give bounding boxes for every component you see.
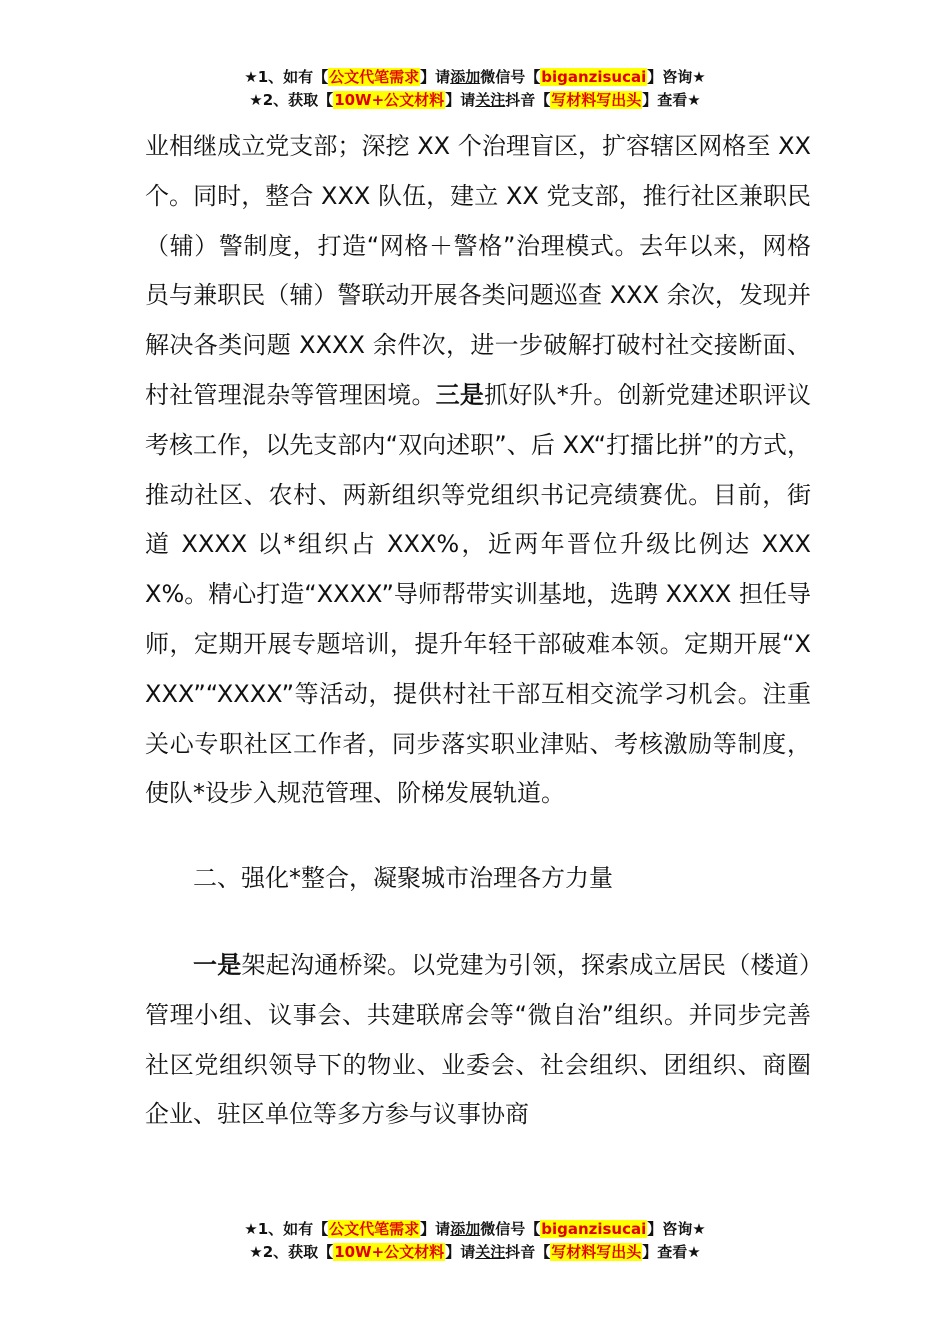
banner-line-1	[0, 66, 950, 89]
paragraph-text: 架起沟通桥梁。以党建为引领，探索成立居民（楼道）管理小组、议事会、共建联席会等“微自治”组织。并同步完善社区党组织领导下的物业、业委会、社会组织、团组织、商圈企业、驻区单位等多方参与议事协商	[145, 950, 812, 1129]
banner-text: ★1、如有【	[244, 68, 329, 86]
highlight-materials: 10W+公文材料	[334, 91, 445, 109]
highlight-service: 公文代笔需求	[329, 1220, 420, 1238]
paragraph-bold-lead: 一是	[193, 950, 242, 979]
banner-text: ★2、获取【	[249, 1243, 334, 1261]
paragraph-team-building	[145, 122, 811, 819]
banner-underlined-text: 添加	[450, 1220, 481, 1238]
banner-line-1	[0, 1218, 950, 1241]
banner-line-2	[0, 89, 950, 112]
highlight-wechat-id: biganzisucai	[541, 68, 647, 86]
banner-text: 微信号【	[480, 68, 541, 86]
highlight-materials: 10W+公文材料	[334, 1243, 445, 1261]
banner-text: 】查看★	[642, 91, 701, 109]
banner-text: 】查看★	[642, 1243, 701, 1261]
footer-banner	[0, 1218, 950, 1264]
section-heading: 二、强化*整合，凝聚城市治理各方力量	[193, 864, 613, 893]
banner-text: 】咨询★	[647, 68, 706, 86]
banner-text: 】请	[445, 91, 476, 109]
paragraph-text: 抓好队*升。创新党建述职评议考核工作，以先支部内“双向述职”、后 XX“打擂比拼”的方式，推动社区、农村、两新组织等党组织书记亮绩赛优。目前，街道 XXXX 以*组织占 XXX%，近两年晋位升级比例达 XXXX%。精心打造“XXXX”导师帮带实训基地，选聘 XXXX 担任导师，定期开展专题培训，提升年轻干部破难本领。定期开展“XXXX”“XXXX”等活动，提供村社干部互相交流学习机会。注重关心专职社区工作者，同步落实职业津贴、考核激励等制度，使队*设步入规范管理、阶梯发展轨道。	[145, 380, 812, 808]
banner-text: 】咨询★	[647, 1220, 706, 1238]
banner-line-2	[0, 1241, 950, 1264]
banner-underlined-text: 添加	[450, 68, 481, 86]
paragraph-text: 业相继成立党支部；深挖 XX 个治理盲区，扩容辖区网格至 XX 个。同时，整合 XXX 队伍，建立 XX 党支部，推行社区兼职民（辅）警制度，打造“网格＋警格”治理模式。去年以来，网格员与兼职民（辅）警联动开展各类问题巡查 XXX 余次，发现并解决各类问题 XXXX 余件次，进一步破解打破村社交接断面、村社管理混杂等管理困境。	[145, 132, 811, 409]
highlight-douyin-account: 写材料写出头	[551, 1243, 642, 1261]
banner-text: 】请	[420, 1220, 451, 1238]
banner-underlined-text: 关注	[475, 91, 506, 109]
banner-text: 抖音【	[505, 1243, 551, 1261]
header-banner	[0, 66, 950, 112]
paragraph-communication-bridge	[145, 941, 811, 1140]
banner-text: 微信号【	[480, 1220, 541, 1238]
banner-underlined-text: 关注	[475, 1243, 506, 1261]
banner-text: 】请	[420, 68, 451, 86]
banner-text: ★2、获取【	[249, 91, 334, 109]
highlight-service: 公文代笔需求	[329, 68, 420, 86]
highlight-wechat-id: biganzisucai	[541, 1220, 647, 1238]
highlight-douyin-account: 写材料写出头	[551, 91, 642, 109]
banner-text: 抖音【	[505, 91, 551, 109]
banner-text: ★1、如有【	[244, 1220, 329, 1238]
paragraph-bold-lead: 三是	[435, 380, 485, 409]
document-body	[145, 122, 811, 1140]
banner-text: 】请	[445, 1243, 476, 1261]
